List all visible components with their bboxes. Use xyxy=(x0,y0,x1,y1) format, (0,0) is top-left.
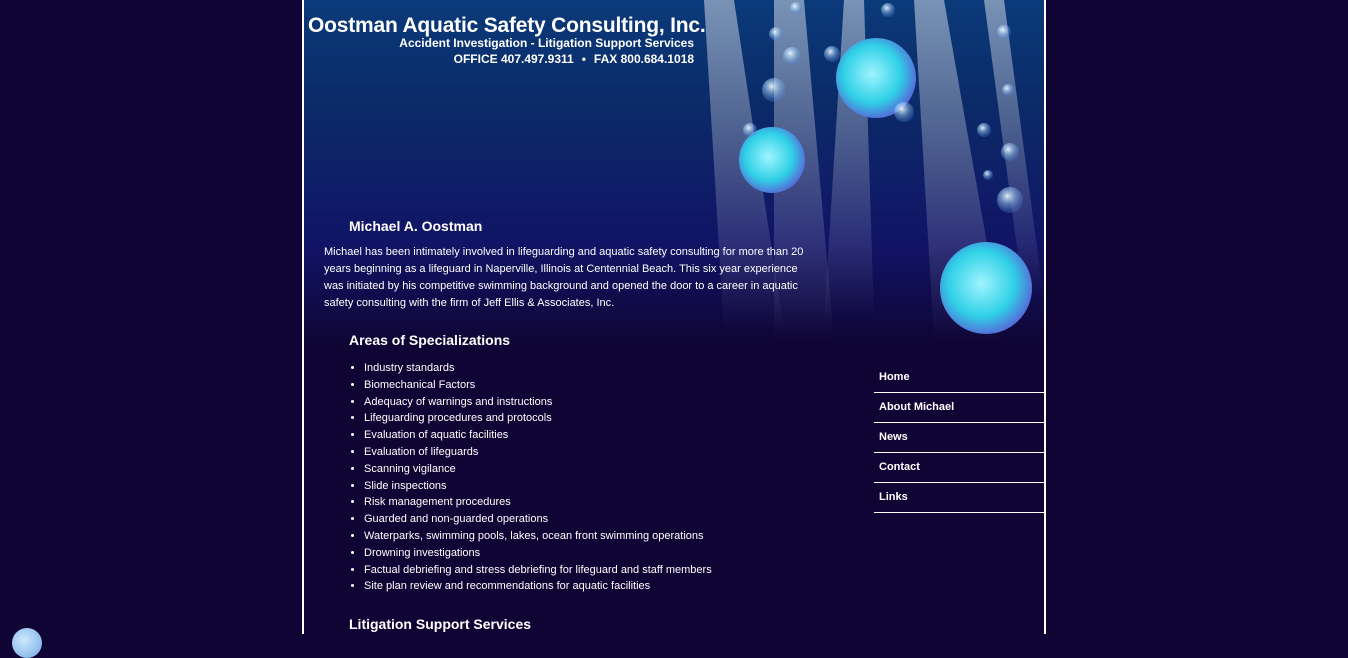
specializations-list xyxy=(350,360,712,595)
nav-item-home[interactable]: Home xyxy=(874,363,1044,393)
litigation-heading: Litigation Support Services xyxy=(349,616,532,632)
nav-item-about-michael[interactable]: About Michael xyxy=(874,393,1044,423)
list-item: • Biomechanical Factors xyxy=(364,377,712,394)
separator-dot: • xyxy=(581,52,586,66)
list-item: • Waterparks, swimming pools, lakes, ocean front swimming operations xyxy=(364,528,712,545)
list-item: • Adequacy of warnings and instructions xyxy=(364,394,712,411)
list-item: • Lifeguarding procedures and protocols xyxy=(364,410,712,427)
main-nav xyxy=(874,363,1044,513)
list-item: • Drowning investigations xyxy=(364,545,712,562)
nav-item-contact[interactable]: Contact xyxy=(874,453,1044,483)
list-item: • Industry standards xyxy=(364,360,712,377)
company-tagline: Accident Investigation - Litigation Support Services xyxy=(399,36,694,50)
nav-item-news[interactable]: News xyxy=(874,423,1044,453)
nav-item-links[interactable]: Links xyxy=(874,483,1044,513)
list-item: • Risk management procedures xyxy=(364,494,712,511)
list-item: • Slide inspections xyxy=(364,478,712,495)
list-item: • Site plan review and recommendations for aquatic facilities xyxy=(364,578,712,595)
contact-numbers xyxy=(454,52,694,66)
list-item: • Guarded and non-guarded operations xyxy=(364,511,712,528)
company-name: Oostman Aquatic Safety Consulting, Inc. xyxy=(308,14,706,37)
list-item: • Evaluation of lifeguards xyxy=(364,444,712,461)
list-item: • Evaluation of aquatic facilities xyxy=(364,427,712,444)
list-item: • Scanning vigilance xyxy=(364,461,712,478)
profile-name-heading: Michael A. Oostman xyxy=(349,218,483,234)
page-container xyxy=(302,0,1046,634)
list-item: • Factual debriefing and stress debriefing for lifeguard and staff members xyxy=(364,562,712,579)
fax-number: FAX 800.684.1018 xyxy=(593,52,694,66)
office-phone: OFFICE 407.497.9311 xyxy=(453,52,574,66)
decorative-bubble xyxy=(12,628,42,658)
specializations-heading: Areas of Specializations xyxy=(349,332,511,348)
profile-bio: Michael has been intimately involved in lifeguarding and aquatic safety consulting for more than 20 years beginning as a lifeguard in Naperville, Illinois at Centennial Beach. This six year experience was initiated by his competitive swimming background and opened the door to a career in aquatic safety consulting with the firm of Jeff Ellis & Associates, Inc. xyxy=(324,246,804,309)
